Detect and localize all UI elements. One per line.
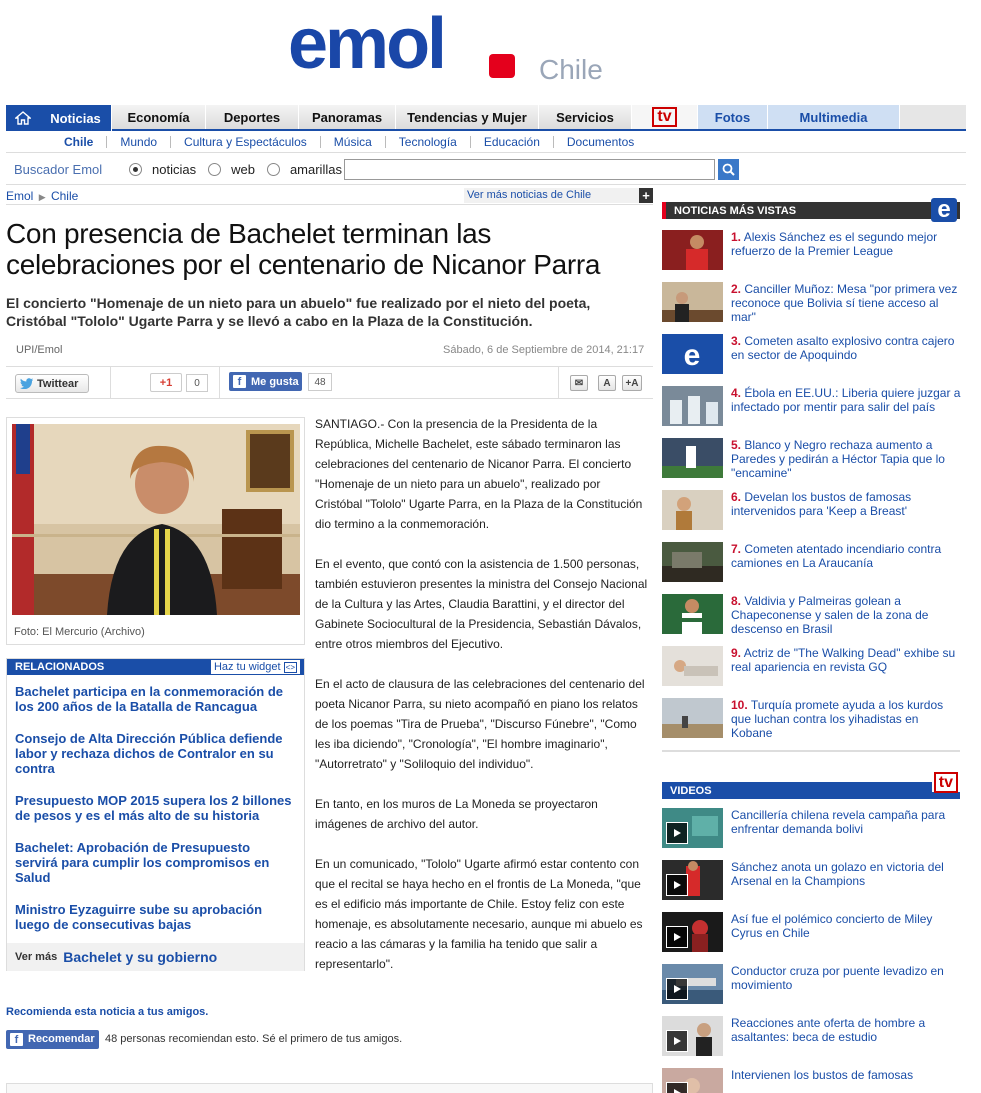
most-viewed-title: Cometen atentado incendiario contra camiones en La Araucanía (731, 542, 942, 570)
body-paragraph: SANTIAGO.- Con la presencia de la Presidenta de la República, Michelle Bachelet, este sábado terminaron las celebraciones del centenario de Nicanor Parra. El concierto "Homenaje de un nieto para un abuelo", realizado por Cristóbal "Tololo" Ugarte Parra, en la Plaza de la Constitución dio termino a la conmemoración. (315, 417, 643, 531)
most-viewed-text[interactable] (731, 646, 961, 674)
subnav-mundo[interactable]: Mundo (107, 136, 171, 148)
radio-noticias[interactable] (129, 163, 142, 176)
rank-number: 7. (731, 542, 742, 556)
subnav-cultura[interactable]: Cultura y Espectáculos (171, 136, 321, 148)
play-icon[interactable] (666, 874, 688, 896)
fb-like-label: Me gusta (251, 375, 299, 388)
play-icon[interactable] (666, 1082, 688, 1093)
most-viewed-text[interactable] (731, 282, 961, 324)
comments-box (6, 1083, 653, 1093)
tv-logo-icon: tv (652, 107, 676, 127)
article-lead: El concierto "Homenaje de un nieto para un abuelo" fue realizado por el nieto del poeta, Cristóbal "Tololo" Ugarte Parra y se llevó a cabo en la Plaza de la Constitución. (6, 295, 591, 329)
home-icon (15, 111, 31, 125)
rank-number: 3. (731, 334, 742, 348)
tab-multimedia[interactable]: Multimedia (768, 105, 900, 129)
news-thumbnail[interactable] (662, 490, 723, 530)
gplus-count: 0 (186, 374, 208, 392)
most-viewed-title: Actriz de "The Walking Dead" exhibe su real apariencia en revista GQ (731, 646, 956, 674)
photo-caption: Foto: El Mercurio (Archivo) (14, 626, 145, 638)
body-paragraph: En el evento, que contó con la asistencia de 1.500 personas, también estuvieron presentes la ministra del Consejo Nacional de la Cultura y las Artes, Claudia Barattini, y el director del Gabinete Sociocultural de la Presidencia, Sebastián Dávalos, entre otros miembros del Ejecutivo. (315, 557, 648, 651)
most-viewed-item[interactable] (662, 594, 960, 640)
video-thumbnail[interactable] (662, 1068, 723, 1093)
subnav-chile[interactable]: Chile (6, 136, 107, 148)
article-body (315, 414, 650, 994)
video-title[interactable]: Así fue el polémico concierto de Miley Cyrus en Chile (731, 912, 933, 940)
news-thumbnail[interactable] (662, 542, 723, 582)
news-thumbnail[interactable] (662, 386, 723, 426)
most-viewed-title: Turquía promete ayuda a los kurdos que luchan contra los yihadistas en Kobane (731, 698, 944, 740)
video-thumbnail[interactable] (662, 1016, 723, 1056)
related-title: RELACIONADOS (15, 661, 105, 673)
widget-label: Haz tu widget (213, 661, 281, 673)
video-title[interactable]: Sánchez anota un golazo en victoria del Arsenal en la Champions (731, 860, 944, 888)
radio-web-label: web (231, 162, 255, 177)
subnav-documentos[interactable]: Documentos (566, 134, 635, 149)
related-item[interactable]: Presupuesto MOP 2015 supera los 2 billones de pesos y es el más alto de su historia (15, 793, 292, 823)
radio-amarillas-label: amarillas (289, 162, 342, 177)
search-icon (722, 163, 735, 176)
most-viewed-text[interactable] (731, 334, 961, 362)
most-viewed-title: Valdivia y Palmeiras golean a Chapeconense y salen de la zona de descenso en Brasil (731, 594, 929, 636)
video-thumbnail[interactable] (662, 860, 723, 900)
share-arrows-icon: <> (285, 663, 295, 672)
article-source: UPI/Emol (16, 344, 63, 356)
divider (6, 398, 653, 399)
fb-like-count: 48 (308, 373, 332, 391)
subnav-tecnologia[interactable]: Tecnología (386, 136, 471, 148)
related-more-label: Ver más (15, 951, 58, 963)
related-more (7, 943, 304, 971)
tab-tendencias[interactable]: Tendencias y Mujer (396, 105, 539, 129)
tv-logo-icon: tv (932, 774, 960, 792)
divider (219, 367, 220, 398)
most-viewed-item[interactable] (662, 490, 960, 536)
play-icon[interactable] (666, 1030, 688, 1052)
most-viewed-title: NOTICIAS MÁS VISTAS (674, 204, 797, 217)
body-paragraph: En el acto de clausura de las celebraciones del centenario del poeta Nicanor Parra, su nieto acompañó en piano los relatos de los poemas "Tira de Prueba", "Discurso Fúnebre", "Como les iba diciendo", "Cronología", "El hombre imaginario", "Autorretrato" y "Soliloquio del individuo". (315, 677, 645, 771)
tab-fotos[interactable]: Fotos (698, 105, 768, 129)
tab-panoramas[interactable]: Panoramas (299, 105, 396, 129)
logo-wordmark: emol (288, 4, 445, 84)
news-thumbnail[interactable] (662, 438, 723, 478)
video-item[interactable] (662, 964, 960, 1010)
most-viewed-text[interactable] (731, 230, 961, 258)
twitter-label: Twittear (37, 377, 79, 390)
related-header (7, 659, 304, 675)
video-title[interactable]: Cancillería chilena revela campaña para enfrentar demanda bolivi (731, 808, 946, 836)
recommend-label: Recomendar (28, 1033, 95, 1045)
most-viewed-text[interactable] (731, 542, 961, 570)
email-icon[interactable]: ✉ (570, 375, 588, 391)
main-nav (6, 105, 966, 131)
facebook-icon: f (10, 1033, 23, 1046)
related-more-link[interactable]: Bachelet y su gobierno (63, 949, 218, 965)
video-item[interactable] (662, 808, 960, 854)
related-item[interactable]: Bachelet: Aprobación de Presupuesto servirá para cumplir los compromisos en Salud (15, 840, 270, 885)
breadcrumb (6, 189, 78, 203)
rank-number: 1. (731, 230, 742, 244)
most-viewed-title: Ébola en EE.UU.: Liberia quiere juzgar a infectado por mentir para salir del país (731, 386, 961, 414)
play-icon[interactable] (666, 926, 688, 948)
related-item[interactable]: Consejo de Alta Dirección Pública defiende labor y rechaza dichos de Contralor en su contra (15, 731, 283, 776)
news-thumbnail[interactable] (662, 594, 723, 634)
most-viewed-title: Canciller Muñoz: Mesa "por primera vez reconoce que Bolivia sí tiene acceso al mar" (731, 282, 958, 324)
search-bar (6, 155, 966, 185)
news-thumbnail[interactable] (662, 334, 723, 374)
most-viewed-item[interactable] (662, 334, 960, 380)
most-viewed-title: Alexis Sánchez es el segundo mejor refuerzo de la Premier League (731, 230, 938, 258)
most-viewed-header (662, 196, 960, 223)
sub-nav (6, 131, 966, 153)
video-thumbnail[interactable] (662, 912, 723, 952)
article-photo-box (6, 417, 305, 645)
search-button[interactable] (718, 159, 739, 180)
most-viewed-item[interactable] (662, 646, 960, 692)
news-thumbnail[interactable] (662, 230, 723, 270)
play-icon[interactable] (666, 822, 688, 844)
breadcrumb-section[interactable]: Chile (50, 189, 79, 203)
rank-number: 2. (731, 282, 742, 296)
font-smaller-icon[interactable]: A (598, 375, 616, 391)
divider (110, 367, 111, 398)
font-larger-icon[interactable]: +A (622, 375, 642, 391)
videos-title: VIDEOS (670, 784, 712, 797)
facebook-icon: f (233, 375, 246, 388)
more-news-label: Ver más noticias de Chile (467, 189, 592, 201)
fb-like-button[interactable] (229, 372, 302, 391)
tab-servicios[interactable]: Servicios (539, 105, 632, 129)
most-viewed-text[interactable] (731, 698, 961, 740)
radio-web[interactable] (208, 163, 221, 176)
home-button[interactable] (6, 105, 40, 131)
video-item[interactable] (662, 912, 960, 958)
most-viewed-item[interactable] (662, 386, 960, 432)
logo-country: Chile (539, 54, 603, 85)
most-viewed-item[interactable] (662, 438, 960, 484)
play-icon[interactable] (666, 978, 688, 1000)
video-item[interactable] (662, 1016, 960, 1062)
video-thumbnail[interactable] (662, 808, 723, 848)
most-viewed-text[interactable] (731, 386, 961, 414)
breadcrumb-home[interactable]: Emol (6, 189, 34, 203)
video-item[interactable] (662, 1068, 960, 1093)
news-thumbnail[interactable] (662, 282, 723, 322)
rank-number: 5. (731, 438, 742, 452)
rank-number: 6. (731, 490, 742, 504)
article-headline: Con presencia de Bachelet terminan las celebraciones por el centenario de Nicanor Parra (6, 218, 601, 280)
widget-link[interactable] (211, 660, 300, 674)
search-input[interactable] (344, 159, 715, 180)
tab-noticias[interactable]: Noticias (40, 105, 112, 131)
twitter-bird-icon (20, 378, 34, 389)
article-photo[interactable] (12, 424, 300, 615)
article-date: Sábado, 6 de Septiembre de 2014, 21:17 (443, 344, 645, 356)
subnav-educacion[interactable]: Educación (471, 136, 554, 148)
search-label: Buscador Emol (14, 162, 103, 177)
most-viewed-item[interactable] (662, 698, 960, 744)
subnav-musica[interactable]: Música (321, 136, 386, 148)
tab-deportes[interactable]: Deportes (206, 105, 299, 129)
tab-tv[interactable] (632, 105, 698, 129)
video-thumbnail[interactable] (662, 964, 723, 1004)
logo-red-dot (489, 54, 515, 78)
svg-text:e: e (683, 339, 701, 372)
divider (6, 204, 653, 205)
video-title[interactable]: Reacciones ante oferta de hombre a asaltantes: beca de estudio (731, 1016, 926, 1044)
divider (558, 367, 559, 398)
most-viewed-item[interactable] (662, 282, 960, 328)
divider (662, 750, 960, 752)
related-item[interactable]: Bachelet participa en la conmemoración de los 200 años de la Batalla de Rancagua (15, 684, 284, 714)
video-item[interactable] (662, 860, 960, 906)
news-thumbnail[interactable] (662, 698, 723, 738)
more-news-link[interactable] (464, 188, 653, 203)
videos-header (662, 774, 960, 799)
most-viewed-title: Cometen asalto explosivo contra cajero en sector de Apoquindo (731, 334, 955, 362)
most-viewed-text[interactable] (731, 490, 961, 518)
emol-e-icon: e (931, 198, 957, 222)
plus-icon: + (639, 188, 653, 203)
recommend-count: 48 personas recomiendan esto. Sé el primero de tus amigos. (105, 1033, 403, 1045)
rank-number: 8. (731, 594, 742, 608)
recommend-button[interactable] (6, 1030, 99, 1049)
most-viewed-item[interactable] (662, 230, 960, 276)
most-viewed-text[interactable] (731, 594, 961, 636)
radio-noticias-label: noticias (152, 162, 197, 177)
breadcrumb-arrow-icon: ▶ (38, 192, 46, 202)
most-viewed-title: Blanco y Negro rechaza aumento a Paredes y pedirán a Héctor Tapia que lo "encamine" (731, 438, 945, 480)
gplus-button[interactable]: +1 (150, 373, 182, 392)
body-paragraph: En tanto, en los muros de La Moneda se proyectaron imágenes de archivo del autor. (315, 797, 598, 831)
tab-economia[interactable]: Economía (112, 105, 206, 129)
rank-number: 4. (731, 386, 742, 400)
twitter-button[interactable] (15, 374, 89, 393)
rank-number: 9. (731, 646, 742, 660)
most-viewed-title: Develan los bustos de famosas intervenidos para 'Keep a Breast' (731, 490, 912, 518)
news-thumbnail[interactable] (662, 646, 723, 686)
most-viewed-item[interactable] (662, 542, 960, 588)
share-toolbar (6, 367, 653, 398)
recommend-text: Recomienda esta noticia a tus amigos. (6, 1006, 209, 1018)
video-title[interactable]: Intervienen los bustos de famosas (731, 1068, 914, 1082)
most-viewed-text[interactable] (731, 438, 961, 480)
related-item[interactable]: Ministro Eyzaguirre sube su aprobación luego de consecutivas bajas (15, 902, 263, 932)
body-paragraph: En un comunicado, "Tololo" Ugarte afirmó estar contento con que el recital se haya hecho en el frontis de La Moneda, "que es el edificio más importante de Chile. Estoy feliz con este homenaje, es absolutamente necesario, aunque mi abuelo es reacio a las cámaras y la familia ha tenido que salir a representarlo". (315, 857, 643, 971)
recommend-row (6, 1029, 402, 1049)
rank-number: 10. (731, 698, 748, 712)
video-title[interactable]: Conductor cruza por puente levadizo en movimiento (731, 964, 944, 992)
related-box (6, 658, 305, 971)
radio-amarillas[interactable] (267, 163, 280, 176)
